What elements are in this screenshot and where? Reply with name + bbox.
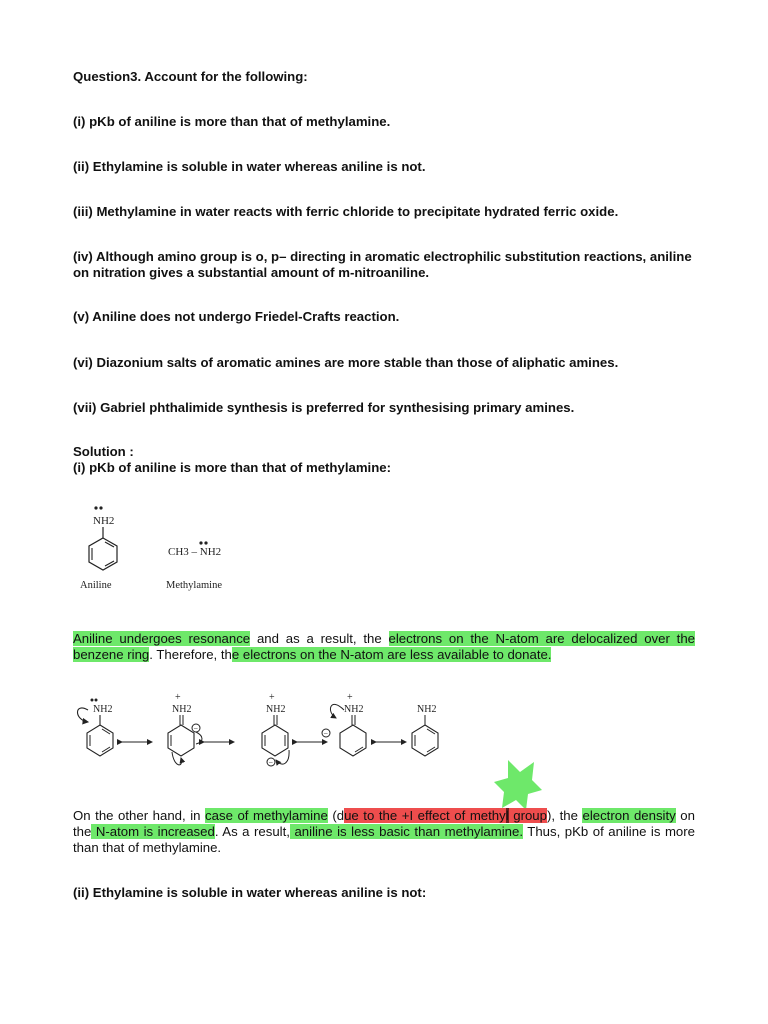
nh2-label-3: NH2: [266, 704, 286, 715]
methylamine-label: Methylamine: [166, 580, 222, 591]
text-span: . As a result,: [214, 824, 290, 839]
nh2-label-1: NH2: [93, 704, 113, 715]
highlight-electrons-delocalized: electrons on the N-atom are delocalized over the benzene ring: [73, 631, 696, 662]
paragraph-resonance: [73, 631, 695, 663]
nh2-label-5: NH2: [417, 704, 437, 715]
resonance-structure-2: [168, 692, 202, 765]
highlight-aniline-resonance: Aniline undergoes resonance: [73, 631, 251, 646]
solution-part1-heading: (i) pKb of aniline is more than that of methylamine:: [73, 460, 391, 475]
solution-heading: Solution :: [73, 444, 134, 459]
question-title: Question3. Account for the following:: [73, 69, 308, 84]
highlight-electron-density: electron density: [582, 808, 676, 823]
question-item-1: (i) pKb of aniline is more than that of methylamine.: [73, 114, 391, 129]
text-span: Thus, pKb of aniline is more than that of methylamine.: [73, 824, 695, 855]
text-span: and as a result, the: [250, 631, 389, 646]
minus-charge-3: −: [268, 758, 274, 767]
nh2-label-4: NH2: [344, 704, 364, 715]
question-item-5: (v) Aniline does not undergo Friedel-Crafts reaction.: [73, 309, 400, 324]
minus-charge-2: −: [193, 724, 199, 733]
aniline-resonance-figure: [68, 688, 448, 778]
solution-part2-heading: (ii) Ethylamine is soluble in water whereas aniline is not:: [73, 885, 427, 900]
text-span: on the: [73, 808, 695, 839]
plus-charge-4: +: [347, 692, 353, 703]
aniline-methylamine-figure: [70, 503, 260, 598]
highlight-case-of-methylamine: case of methylamine: [205, 808, 328, 823]
highlight-methyl-l: l: [505, 808, 509, 823]
resonance-structure-1: [78, 699, 114, 757]
question-item-6: (vi) Diazonium salts of aromatic amines are more stable than those of aliphatic amines.: [73, 355, 619, 370]
resonance-structure-5: [412, 704, 438, 756]
highlight-n-atom-increased: N-atom is increased: [91, 824, 215, 839]
highlight-less-available: e electrons on the N-atom are less available to donate.: [231, 647, 552, 662]
plus-charge-3: +: [269, 692, 275, 703]
text-span: On the other hand, in: [73, 808, 206, 823]
question-item-2: (ii) Ethylamine is soluble in water whereas aniline is not.: [73, 159, 426, 174]
highlight-plus-i-effect: ue to the +I effect of methy: [344, 808, 506, 823]
highlight-less-basic: aniline is less basic than methylamine.: [289, 824, 524, 839]
question-item-4: (iv) Although amino group is o, p– directing in aromatic electrophilic substitution reactions, aniline on nitration gives a substantial amount of m-nitroaniline.: [73, 249, 692, 280]
nh2-label-2: NH2: [172, 704, 192, 715]
plus-charge-2: +: [175, 692, 181, 703]
text-span: . Therefore, th: [149, 647, 232, 662]
resonance-structure-4: [322, 692, 366, 756]
resonance-structure-3: [262, 692, 289, 767]
green-star-doodle: [492, 758, 544, 814]
minus-charge-4: −: [323, 729, 329, 738]
question-item-3: (iii) Methylamine in water reacts with ferric chloride to precipitate hydrated ferric oxide.: [73, 204, 619, 219]
highlight-group: group: [508, 808, 547, 823]
text-span: (d: [327, 808, 345, 823]
methylamine-formula: CH3 – NH2: [168, 546, 222, 558]
paragraph-methylamine: [73, 808, 695, 856]
aniline-nh2-label: NH2: [93, 515, 115, 527]
aniline-benzene-ring: [89, 538, 117, 570]
text-span: ), the: [546, 808, 583, 823]
question-item-7: (vii) Gabriel phthalimide synthesis is preferred for synthesising primary amines.: [73, 400, 575, 415]
aniline-label: Aniline: [80, 580, 112, 591]
